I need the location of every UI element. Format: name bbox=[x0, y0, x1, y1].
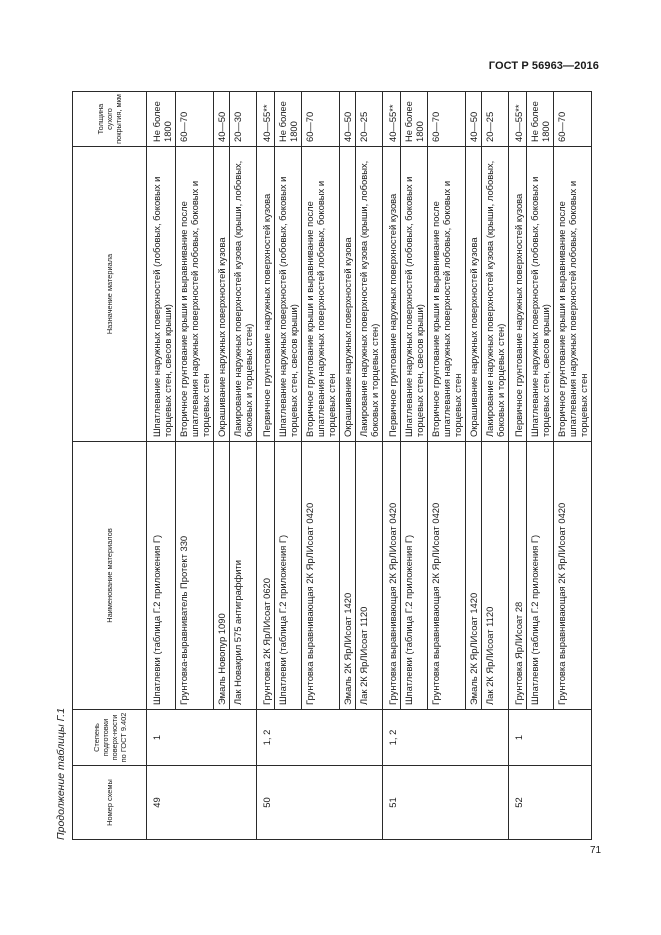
thickness-cell: Не более 1800 bbox=[401, 92, 428, 147]
table-row bbox=[257, 92, 275, 840]
header-material-name: Наименование материалов bbox=[73, 442, 147, 710]
material-cell: Грунтовка ЯрЛИсоат 28 bbox=[509, 442, 527, 710]
purpose-cell: Вторичное грунтование крыши и выравнивание после шпатлевания наружных поверхностей лобовых, боковых и торцевых стен bbox=[302, 147, 340, 442]
material-cell: Грунтовка выравнивающая 2К ЯрЛИсоат 0420 bbox=[428, 442, 466, 710]
purpose-cell: Шпатлевание наружных поверхностей (лобовых, боковых и торцевых стен, свесов крыши) bbox=[401, 147, 428, 442]
scheme-number-cell: 49 bbox=[147, 766, 257, 840]
scheme-number-cell: 51 bbox=[383, 766, 509, 840]
scheme-number-cell: 50 bbox=[257, 766, 383, 840]
thickness-cell: 60—70 bbox=[176, 92, 214, 147]
thickness-cell: 40—50 bbox=[466, 92, 482, 147]
purpose-cell: Лакирование наружных поверхностей кузова (крыши, лобовых, боковых и торцевых стен) bbox=[230, 147, 257, 442]
thickness-cell: 40—50 bbox=[214, 92, 230, 147]
preparation-degree-cell: 1 bbox=[509, 710, 592, 766]
thickness-cell: 60—70 bbox=[428, 92, 466, 147]
thickness-cell: 60—70 bbox=[554, 92, 592, 147]
purpose-cell: Окрашивание наружных поверхностей кузова bbox=[340, 147, 356, 442]
material-cell: Лак 2К ЯрЛИсоат 1120 bbox=[482, 442, 509, 710]
preparation-degree-cell: 1, 2 bbox=[257, 710, 383, 766]
purpose-cell: Окрашивание наружных поверхностей кузова bbox=[214, 147, 230, 442]
purpose-cell: Первичное грунтование наружных поверхностей кузова bbox=[383, 147, 401, 442]
thickness-cell: 20—25 bbox=[482, 92, 509, 147]
material-cell: Грунтовка выравнивающая 2К ЯрЛИсоат 0420 bbox=[383, 442, 401, 710]
purpose-cell: Окрашивание наружных поверхностей кузова bbox=[466, 147, 482, 442]
material-cell: Шпатлевки (таблица Г.2 приложения Г) bbox=[275, 442, 302, 710]
table-row bbox=[147, 92, 176, 840]
material-cell: Грунтовка 2К ЯрЛИсоат 0620 bbox=[257, 442, 275, 710]
material-cell: Эмаль Новопур 1090 bbox=[214, 442, 230, 710]
table-header-row bbox=[73, 92, 147, 840]
material-cell: Лак Новакрил 575 антиграффити bbox=[230, 442, 257, 710]
thickness-cell: 40—50 bbox=[340, 92, 356, 147]
rotated-content bbox=[50, 92, 605, 840]
header-scheme-number: Номер схемы bbox=[73, 766, 147, 840]
thickness-cell: 60—70 bbox=[302, 92, 340, 147]
material-cell: Эмаль 2К ЯрЛИсоат 1420 bbox=[340, 442, 356, 710]
purpose-cell: Вторичное грунтование крыши и выравнивание после шпатлевания наружных поверхностей лобовых, боковых и торцевых стен bbox=[554, 147, 592, 442]
preparation-degree-cell: 1 bbox=[147, 710, 257, 766]
purpose-cell: Лакирование наружных поверхностей кузова (крыши, лобовых, боковых и торцевых стен) bbox=[356, 147, 383, 442]
thickness-cell: 40—55** bbox=[383, 92, 401, 147]
purpose-cell: Шпатлевание наружных поверхностей (лобовых, боковых и торцевых стен, свесов крыши) bbox=[275, 147, 302, 442]
header-preparation-degree: Степень подготовки поверх-ности по ГОСТ 9.402 bbox=[73, 710, 147, 766]
document-code: ГОСТ Р 56963—2016 bbox=[488, 60, 599, 72]
scheme-number-cell: 52 bbox=[509, 766, 592, 840]
purpose-cell: Вторичное грунтование крыши и выравнивание после шпатлевания наружных поверхностей лобовых, боковых и торцевых стен bbox=[176, 147, 214, 442]
purpose-cell: Шпатлевание наружных поверхностей (лобовых, боковых и торцевых стен, свесов крыши) bbox=[527, 147, 554, 442]
thickness-cell: Не более 1800 bbox=[275, 92, 302, 147]
thickness-cell: 20—30 bbox=[230, 92, 257, 147]
header-coating-thickness: Толщина сухого покрытия, мкм bbox=[73, 92, 147, 147]
thickness-cell: Не более 1800 bbox=[527, 92, 554, 147]
material-cell: Шпатлевки (таблица Г.2 приложения Г) bbox=[147, 442, 176, 710]
header-material-purpose: Назначение материала bbox=[73, 147, 147, 442]
thickness-cell: 40—55** bbox=[509, 92, 527, 147]
purpose-cell: Первичное грунтование наружных поверхностей кузова bbox=[257, 147, 275, 442]
material-cell: Грунтовка-выравниватель Протект 330 bbox=[176, 442, 214, 710]
material-cell: Лак 2К ЯрЛИсоат 1120 bbox=[356, 442, 383, 710]
purpose-cell: Первичное грунтование наружных поверхностей кузова bbox=[509, 147, 527, 442]
rotated-table-area bbox=[50, 92, 605, 840]
table-row bbox=[383, 92, 401, 840]
thickness-cell: 40—55** bbox=[257, 92, 275, 147]
material-cell: Эмаль 2К ЯрЛИсоат 1420 bbox=[466, 442, 482, 710]
material-cell: Грунтовка выравнивающая 2К ЯрЛИсоат 0420 bbox=[554, 442, 592, 710]
table-caption: Продолжение таблицы Г.1 bbox=[55, 707, 67, 840]
purpose-cell: Шпатлевание наружных поверхностей (лобовых, боковых и торцевых стен, свесов крыши) bbox=[147, 147, 176, 442]
preparation-degree-cell: 1, 2 bbox=[383, 710, 509, 766]
page-number: 71 bbox=[590, 845, 602, 856]
material-cell: Шпатлевки (таблица Г.2 приложения Г) bbox=[401, 442, 428, 710]
purpose-cell: Лакирование наружных поверхностей кузова (крыши, лобовых, боковых и торцевых стен) bbox=[482, 147, 509, 442]
table-row bbox=[509, 92, 527, 840]
coating-table bbox=[72, 91, 592, 840]
purpose-cell: Вторичное грунтование крыши и выравнивание после шпатлевания наружных поверхностей лобовых, боковых и торцевых стен bbox=[428, 147, 466, 442]
thickness-cell: Не более 1800 bbox=[147, 92, 176, 147]
material-cell: Грунтовка выравнивающая 2К ЯрЛИсоат 0420 bbox=[302, 442, 340, 710]
material-cell: Шпатлевки (таблица Г.2 приложения Г) bbox=[527, 442, 554, 710]
thickness-cell: 20—25 bbox=[356, 92, 383, 147]
